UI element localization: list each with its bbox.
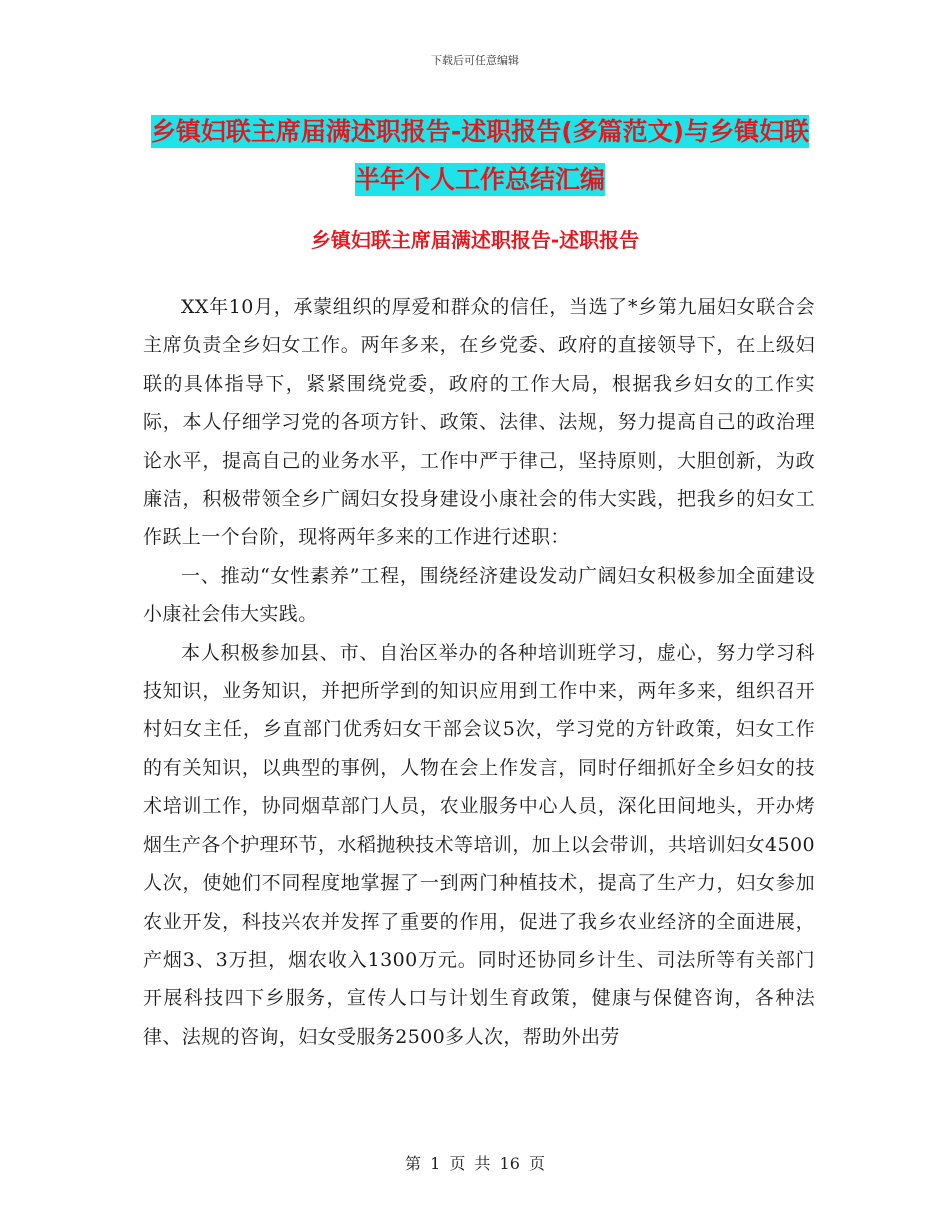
paragraph: 本人积极参加县、市、自治区举办的各种培训班学习，虚心，努力学习科技知识，业务知识，并把所学到的知识应用到工作中来，两年多来，组织召开村妇女主任，乡直部门优秀妇女干部会议5次，学习党的方针政策，妇女工作的有关知识，以典型的事例，人物在会上作发言，同时仔细抓好全乡妇女的技术培训工作，协同烟草部门人员，农业服务中心人员，深化田间地头，开办烤烟生产各个护理环节，水稻抛秧技术等培训，加上以会带训，共培训妇女4500人次，使她们不同程度地掌握了一到两门种植技术，提高了生产力，妇女参加农业开发，科技兴农并发挥了重要的作用，促进了我乡农业经济的全面进展，产烟3、3万担，烟农收入1300万元。同时还协同乡计生、司法所等有关部门开展科技四下乡服务，宣传人口与计划生育政策，健康与保健咨询，各种法律、法规的咨询，妇女受服务2500多人次，帮助外出劳 [143,641,815,1048]
document-body [143,288,815,1056]
paragraph: XX年10月，承蒙组织的厚爱和群众的信任，当选了*乡第九届妇女联合会主席负责全乡妇女工作。两年多来，在乡党委、政府的直接领导下，在上级妇联的具体指导下，紧紧围绕党委，政府的工作大局，根据我乡妇女的工作实际，本人仔细学习党的各项方针、政策、法律、法规，努力提高自己的政治理论水平，提高自己的业务水平，工作中严于律己，坚持原则，大胆创新，为政廉洁，积极带领全乡广阔妇女投身建设小康社会的伟大实践，把我乡的妇女工作跃上一个台阶，现将两年多来的工作进行述职： [143,296,815,549]
main-title-text: 乡镇妇联主席届满述职报告-述职报告(多篇范文)与乡镇妇联半年个人工作总结汇编 [150,117,810,194]
document-main-title [140,108,820,204]
section-title: 乡镇妇联主席届满述职报告-述职报告 [310,228,640,252]
paragraph: 一、推动“女性素养”工程，围绕经济建设发动广阔妇女积极参加全面建设小康社会伟大实践。 [143,564,815,626]
header-note: 下载后可任意编辑 [431,54,519,67]
page-footer: 第 1 页 共 16 页 [405,1154,545,1173]
